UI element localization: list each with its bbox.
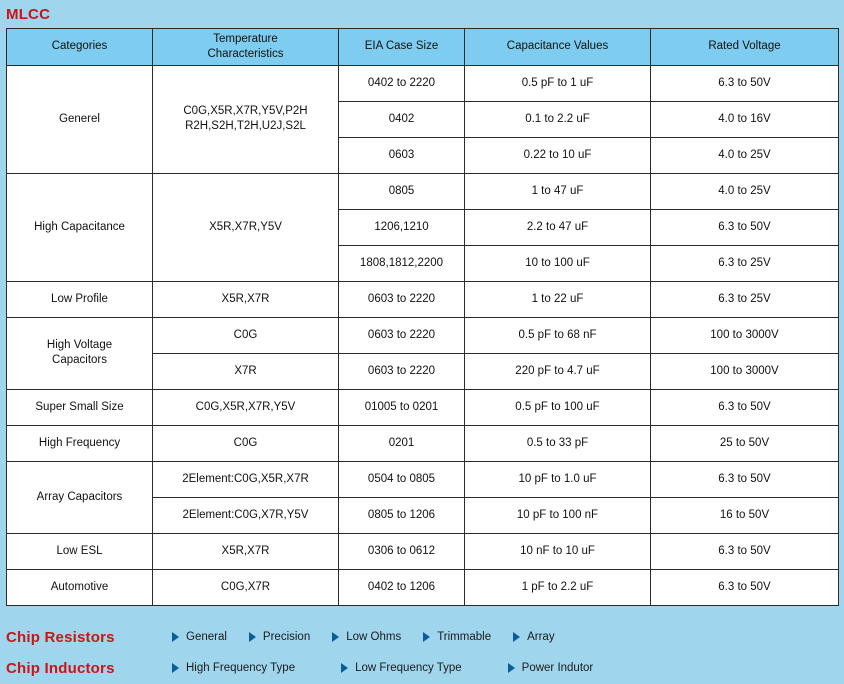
arrow-right-icon: [172, 663, 179, 673]
voltage-cell: 100 to 3000V: [651, 353, 839, 389]
capacitance-cell: 1 to 47 uF: [465, 173, 651, 209]
voltage-cell: 6.3 to 50V: [651, 389, 839, 425]
case-size-cell: 0504 to 0805: [339, 461, 465, 497]
arrow-right-icon: [249, 632, 256, 642]
temp-cell: 2Element:C0G,X5R,X7R: [153, 461, 339, 497]
temp-cell-high-frequency: C0G: [153, 425, 339, 461]
capacitance-cell: 0.5 pF to 1 uF: [465, 65, 651, 101]
case-size-cell: 0201: [339, 425, 465, 461]
resistor-item-general[interactable]: General: [172, 631, 227, 643]
temp-cell: C0G: [153, 317, 339, 353]
voltage-cell: 6.3 to 50V: [651, 533, 839, 569]
chip-inductors-items: [172, 662, 838, 674]
temp-char-line1: Temperature: [213, 33, 278, 45]
arrow-right-icon: [332, 632, 339, 642]
temp-char-line2: Characteristics: [207, 47, 284, 60]
category-cell-high-capacitance: High Capacitance: [7, 173, 153, 281]
category-line-1: High Voltage: [46, 339, 113, 352]
table-row: [7, 65, 839, 101]
voltage-cell: 6.3 to 25V: [651, 281, 839, 317]
case-size-cell: 01005 to 0201: [339, 389, 465, 425]
voltage-cell: 6.3 to 25V: [651, 245, 839, 281]
footer-links: [0, 622, 844, 684]
case-size-cell: 0402: [339, 101, 465, 137]
capacitance-cell: 0.5 to 33 pF: [465, 425, 651, 461]
category-cell-low-profile: Low Profile: [7, 281, 153, 317]
case-size-cell: 0805: [339, 173, 465, 209]
temp-cell-low-profile: X5R,X7R: [153, 281, 339, 317]
inductor-item-low-frequency-type[interactable]: Low Frequency Type: [341, 662, 462, 674]
case-size-cell: 0402 to 1206: [339, 569, 465, 605]
capacitance-cell: 0.5 pF to 100 uF: [465, 389, 651, 425]
case-size-cell: 0306 to 0612: [339, 533, 465, 569]
capacitance-cell: 10 pF to 100 nF: [465, 497, 651, 533]
column-header-eia-case-size: EIA Case Size: [339, 29, 465, 66]
category-cell-low-esl: Low ESL: [7, 533, 153, 569]
table-row: [7, 173, 839, 209]
arrow-right-icon: [513, 632, 520, 642]
case-size-cell: 0805 to 1206: [339, 497, 465, 533]
temp-cell: X7R: [153, 353, 339, 389]
capacitance-cell: 0.5 pF to 68 nF: [465, 317, 651, 353]
case-size-cell: 0603 to 2220: [339, 317, 465, 353]
resistor-item-trimmable[interactable]: Trimmable: [423, 631, 491, 643]
capacitance-cell: 0.22 to 10 uF: [465, 137, 651, 173]
page-title: MLCC: [6, 6, 51, 23]
capacitance-cell: 220 pF to 4.7 uF: [465, 353, 651, 389]
category-cell-super-small-size: Super Small Size: [7, 389, 153, 425]
mlcc-table: [6, 28, 839, 606]
case-size-cell: 1206,1210: [339, 209, 465, 245]
capacitance-cell: 10 to 100 uF: [465, 245, 651, 281]
capacitance-cell: 1 pF to 2.2 uF: [465, 569, 651, 605]
arrow-right-icon: [508, 663, 515, 673]
category-cell-generel: Generel: [7, 65, 153, 173]
column-header-temperature-characteristics: [153, 29, 339, 66]
capacitance-cell: 0.1 to 2.2 uF: [465, 101, 651, 137]
table-row: [7, 533, 839, 569]
voltage-cell: 6.3 to 50V: [651, 209, 839, 245]
chip-resistors-row: [6, 622, 838, 653]
column-header-capacitance-values: Capacitance Values: [465, 29, 651, 66]
capacitance-cell: 10 nF to 10 uF: [465, 533, 651, 569]
voltage-cell: 100 to 3000V: [651, 317, 839, 353]
resistor-item-array[interactable]: Array: [513, 631, 554, 643]
temp-cell-automotive: C0G,X7R: [153, 569, 339, 605]
chip-resistors-label: Chip Resistors: [6, 628, 115, 646]
temp-cell-high-capacitance: X5R,X7R,Y5V: [153, 173, 339, 281]
case-size-cell: 1808,1812,2200: [339, 245, 465, 281]
chip-inductors-row: [6, 653, 838, 684]
arrow-right-icon: [341, 663, 348, 673]
capacitance-cell: 1 to 22 uF: [465, 281, 651, 317]
table-row: [7, 389, 839, 425]
table-header: [7, 29, 839, 66]
arrow-right-icon: [172, 632, 179, 642]
voltage-cell: 4.0 to 25V: [651, 173, 839, 209]
chip-inductors-label: Chip Inductors: [6, 659, 115, 677]
temp-cell-low-esl: X5R,X7R: [153, 533, 339, 569]
voltage-cell: 4.0 to 16V: [651, 101, 839, 137]
inductor-item-power-indutor[interactable]: Power Indutor: [508, 662, 594, 674]
arrow-right-icon: [423, 632, 430, 642]
voltage-cell: 6.3 to 50V: [651, 65, 839, 101]
table-body: [7, 65, 839, 605]
temp-cell-super-small-size: C0G,X5R,X7R,Y5V: [153, 389, 339, 425]
voltage-cell: 6.3 to 50V: [651, 461, 839, 497]
temp-line-1: C0G,X5R,X7R,Y5V,P2H: [183, 105, 308, 118]
case-size-cell: 0603 to 2220: [339, 353, 465, 389]
category-cell-high-voltage-capacitors: [7, 317, 153, 389]
column-header-categories: Categories: [7, 29, 153, 66]
table-row: [7, 425, 839, 461]
temp-line-2: R2H,S2H,T2H,U2J,S2L: [185, 120, 306, 133]
table-row: [7, 461, 839, 497]
voltage-cell: 25 to 50V: [651, 425, 839, 461]
temp-cell-generel: [153, 65, 339, 173]
inductor-item-high-frequency-type[interactable]: High Frequency Type: [172, 662, 295, 674]
voltage-cell: 6.3 to 50V: [651, 569, 839, 605]
case-size-cell: 0603 to 2220: [339, 281, 465, 317]
category-line-2: Capacitors: [52, 354, 107, 367]
resistor-item-low-ohms[interactable]: Low Ohms: [332, 631, 401, 643]
resistor-item-precision[interactable]: Precision: [249, 631, 310, 643]
category-cell-array-capacitors: Array Capacitors: [7, 461, 153, 533]
chip-resistors-items: [172, 631, 838, 643]
table-row: [7, 569, 839, 605]
case-size-cell: 0603: [339, 137, 465, 173]
table-header-row: [7, 29, 839, 66]
category-cell-high-frequency: High Frequency: [7, 425, 153, 461]
category-cell-automotive: Automotive: [7, 569, 153, 605]
voltage-cell: 4.0 to 25V: [651, 137, 839, 173]
column-header-rated-voltage: Rated Voltage: [651, 29, 839, 66]
voltage-cell: 16 to 50V: [651, 497, 839, 533]
table-row: [7, 317, 839, 353]
capacitance-cell: 10 pF to 1.0 uF: [465, 461, 651, 497]
temp-cell: 2Element:C0G,X7R,Y5V: [153, 497, 339, 533]
capacitance-cell: 2.2 to 47 uF: [465, 209, 651, 245]
table-row: [7, 281, 839, 317]
case-size-cell: 0402 to 2220: [339, 65, 465, 101]
